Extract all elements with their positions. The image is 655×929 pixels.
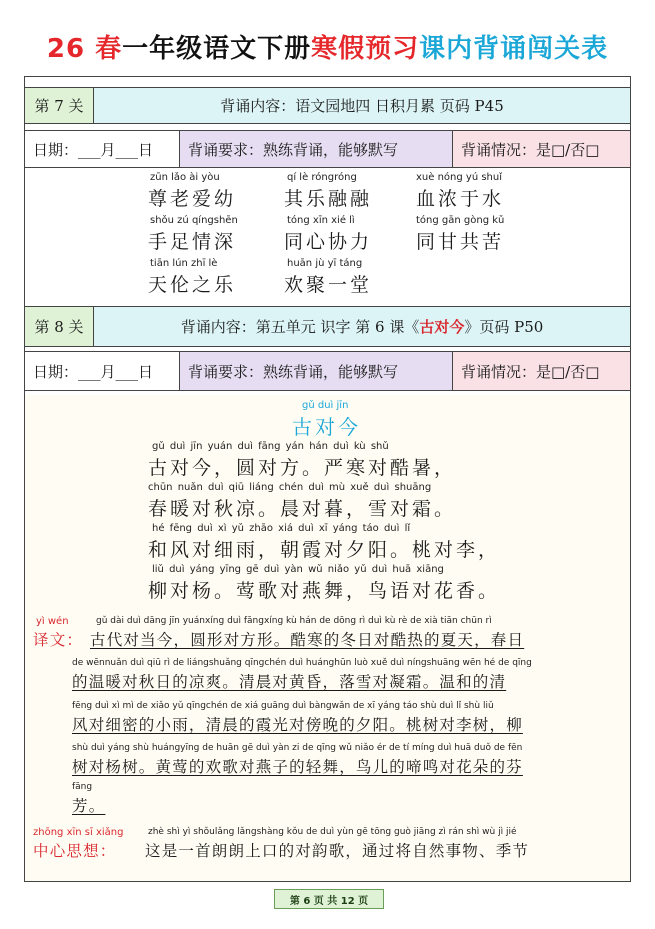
translation-pinyin: gǔ dài duì dāng jīn yuánxíng duì fāngxíng kù hán de dōng rì duì kù rè de xià tiān chūn rì — [96, 616, 492, 626]
translation-pinyin: fēng duì xì mì de xiǎo yǔ qīngchén de xiá guāng duì bàngwǎn de xī yáng táo shù duì lǐ shù liǔ — [72, 701, 494, 711]
translation-line: 的温暖对秋日的凉爽。清晨对黄昏，落雪对凝霜。温和的清 — [72, 673, 507, 691]
poem-line: 和风对细雨，朝霞对夕阳。桃对李， — [148, 539, 501, 561]
translation-label-pinyin: yì wén — [36, 616, 69, 627]
phrase-text: 欢聚一堂 — [284, 274, 373, 296]
page-title — [0, 28, 655, 65]
center-label: 中心思想： — [33, 842, 117, 860]
poem-line: 古对今，圆对方。严寒对酷暑， — [148, 457, 457, 479]
poem-line-pinyin: gǔ duì jīn yuán duì fāng yán hán duì kù shǔ — [152, 441, 389, 452]
level8-label: 第 8 关 — [24, 306, 94, 347]
poem-line-pinyin: liǔ duì yáng yīng gē duì yàn wǔ niǎo yǔ duì huā xiāng — [152, 564, 444, 575]
level7-requirement: 背诵要求：熟练背诵，能够默写 — [179, 130, 453, 168]
phrase-pinyin: tóng gān gòng kǔ — [416, 215, 505, 226]
phrase-pinyin: shǒu zú qíngshēn — [150, 215, 238, 226]
title-grade: 一年级语文下册 — [122, 34, 312, 64]
translation-line: 树对杨树。黄莺的欢歌对燕子的轻舞，鸟儿的啼鸣对花朵的芬 — [72, 758, 523, 776]
phrase-text: 手足情深 — [148, 231, 237, 253]
poem-title: 古对今 — [292, 415, 361, 439]
phrase-text: 血浓于水 — [416, 188, 505, 210]
title-table: 课内背诵闯关表 — [419, 34, 609, 64]
level7-status[interactable]: 背诵情况：是□/否□ — [452, 130, 631, 168]
level8-content-post: 》页码 P50 — [464, 318, 544, 336]
level8-content — [93, 306, 631, 347]
poem-line: 柳对杨。莺歌对燕舞，鸟语对花香。 — [148, 580, 501, 602]
poem-title-pinyin: gǔ duì jīn — [302, 400, 349, 411]
phrase-text: 其乐融融 — [284, 188, 373, 210]
translation-line: 风对细密的小雨，清晨的霞光对傍晚的夕阳。桃树对李树，柳 — [72, 716, 523, 734]
phrase-pinyin: tóng xīn xié lì — [287, 215, 355, 226]
level8-content-pre: 背诵内容：第五单元 识字 第 6 课《 — [180, 318, 420, 336]
center-pinyin: zhè shì yì shǒulǎng lǎngshàng kǒu de duì yùn gē tōng guò jiāng zì rán shì wù jì jié — [148, 827, 517, 837]
level7-content: 背诵内容：语文园地四 日积月累 页码 P45 — [93, 87, 631, 124]
level7-label: 第 7 关 — [24, 87, 94, 124]
phrase-text: 尊老爱幼 — [148, 188, 237, 210]
translation-pinyin: fāng — [72, 782, 93, 792]
phrase-pinyin: huān jù yī táng — [287, 258, 363, 269]
page-number: 第 6 页 共 12 页 — [274, 889, 384, 909]
phrase-text: 天伦之乐 — [148, 274, 237, 296]
poem-line-pinyin: hé fēng duì xì yǔ zhāo xiá duì xī yáng táo duì lǐ — [152, 523, 411, 534]
translation-pinyin: shù duì yáng shù huángyīng de huān gē duì yàn zi de qīng wǔ niǎo ér de tí míng duì huā duǒ de fēn — [72, 743, 523, 753]
phrase-pinyin: xuè nóng yú shuǐ — [416, 172, 503, 183]
phrase-text: 同心协力 — [284, 231, 373, 253]
level8-lesson-title: 古对今 — [419, 318, 465, 336]
title-year: 26 春 — [46, 34, 123, 64]
translation-line: 芳。 — [72, 797, 106, 815]
translation-pinyin: de wēnnuǎn duì qiū rì de liángshuǎng qīngchén duì huánghūn luò xuě duì níngshuāng wēn hé de qīng — [72, 658, 532, 668]
level8-requirement: 背诵要求：熟练背诵，能够默写 — [179, 351, 453, 391]
center-text: 这是一首朗朗上口的对韵歌，通过将自然事物、季节 — [145, 842, 530, 860]
phrase-pinyin: zūn lǎo ài yòu — [150, 172, 220, 183]
level7-date[interactable]: 日期：___月___日 — [24, 130, 180, 168]
translation-label: 译文： — [33, 631, 84, 649]
translation-line: 古代对当今，圆形对方形。酷寒的冬日对酷热的夏天，春日 — [90, 631, 525, 649]
level8-status[interactable]: 背诵情况：是□/否□ — [452, 351, 631, 391]
phrase-pinyin: qí lè róngróng — [287, 172, 357, 183]
center-label-pinyin: zhōng xīn sī xiǎng — [33, 827, 124, 838]
phrase-text: 同甘共苦 — [416, 231, 505, 253]
title-preview: 寒假预习 — [311, 34, 420, 64]
level8-date[interactable]: 日期：___月___日 — [24, 351, 180, 391]
poem-line: 春暖对秋凉。晨对暮，雪对霜。 — [148, 498, 457, 520]
phrase-pinyin: tiān lún zhī lè — [150, 258, 218, 269]
poem-line-pinyin: chūn nuǎn duì qiū liáng chén duì mù xuě duì shuāng — [148, 482, 432, 493]
